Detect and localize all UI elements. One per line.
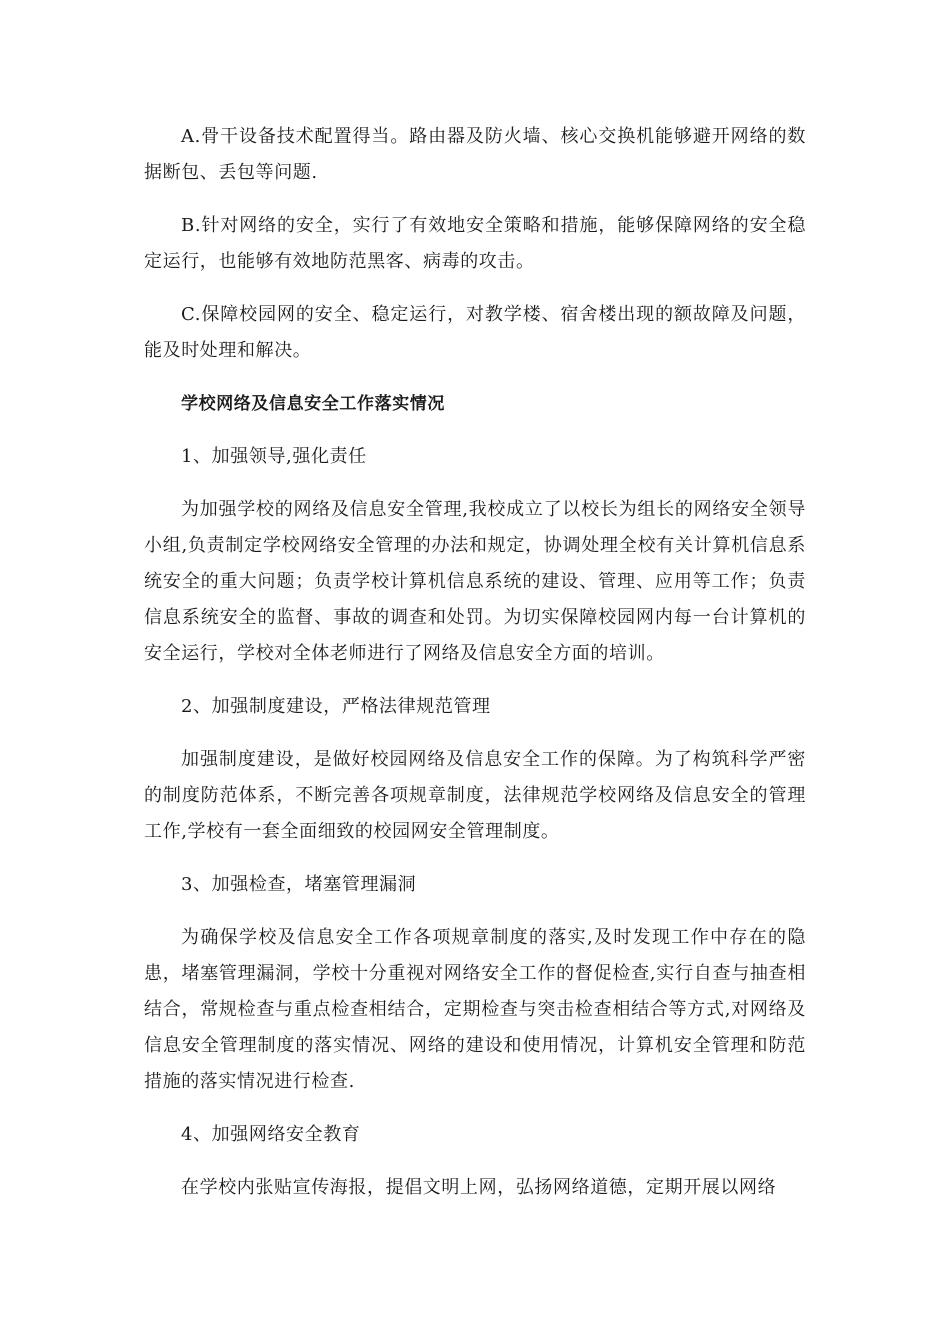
paragraph-education: 在学校内张贴宣传海报，提倡文明上网，弘扬网络道德，定期开展以网络 xyxy=(181,1177,777,1198)
paragraph-equipment-config: A.骨干设备技术配置得当。路由器及防火墙、核心交换机能够避开网络的数据断包、丢包等问题. xyxy=(144,126,806,183)
subheading-leadership: 1、加强领导,强化责任 xyxy=(181,446,367,467)
paragraph-leadership: 为加强学校的网络及信息安全管理,我校成立了以校长为组长的网络安全领导小组,负责制定学校网络安全管理的办法和规定，协调处理全校有关计算机信息系统安全的重大问题；负责学校计算机信息系统的建设、管理、应用等工作；负责信息系统安全的监督、事故的调查和处罚。为切实保障校园网内每一台计算机的安全运行，学校对全体老师进行了网络及信息安全方面的培训。 xyxy=(144,499,806,664)
subheading-regulations: 2、加强制度建设，严格法律规范管理 xyxy=(181,696,491,717)
paragraph-campus-network-stability: C.保障校园网的安全、稳定运行，对教学楼、宿舍楼出现的额故障及问题，能及时处理和解决。 xyxy=(144,304,806,361)
paragraph-inspection: 为确保学校及信息安全工作各项规章制度的落实,及时发现工作中存在的隐患，堵塞管理漏洞，学校十分重视对网络安全工作的督促检查,实行自查与抽查相结合，常规检查与重点检查相结合，定期检查与突击检查相结合等方式,对网络及信息安全管理制度的落实情况、网络的建设和使用情况，计算机安全管理和防范措施的落实情况进行检查. xyxy=(144,927,806,1092)
document-body xyxy=(144,119,806,1223)
paragraph-security-strategy: B.针对网络的安全，实行了有效地安全策略和措施，能够保障网络的安全稳定运行，也能够有效地防范黑客、病毒的攻击。 xyxy=(144,215,806,272)
section-heading: 学校网络及信息安全工作落实情况 xyxy=(181,394,445,414)
subheading-inspection: 3、加强检查，堵塞管理漏洞 xyxy=(181,874,417,895)
paragraph-regulations: 加强制度建设，是做好校园网络及信息安全工作的保障。为了构筑科学严密的制度防范体系，不断完善各项规章制度，法律规范学校网络及信息安全的管理工作,学校有一套全面细致的校园网安全管理制度。 xyxy=(144,749,806,842)
subheading-education: 4、加强网络安全教育 xyxy=(181,1124,361,1145)
